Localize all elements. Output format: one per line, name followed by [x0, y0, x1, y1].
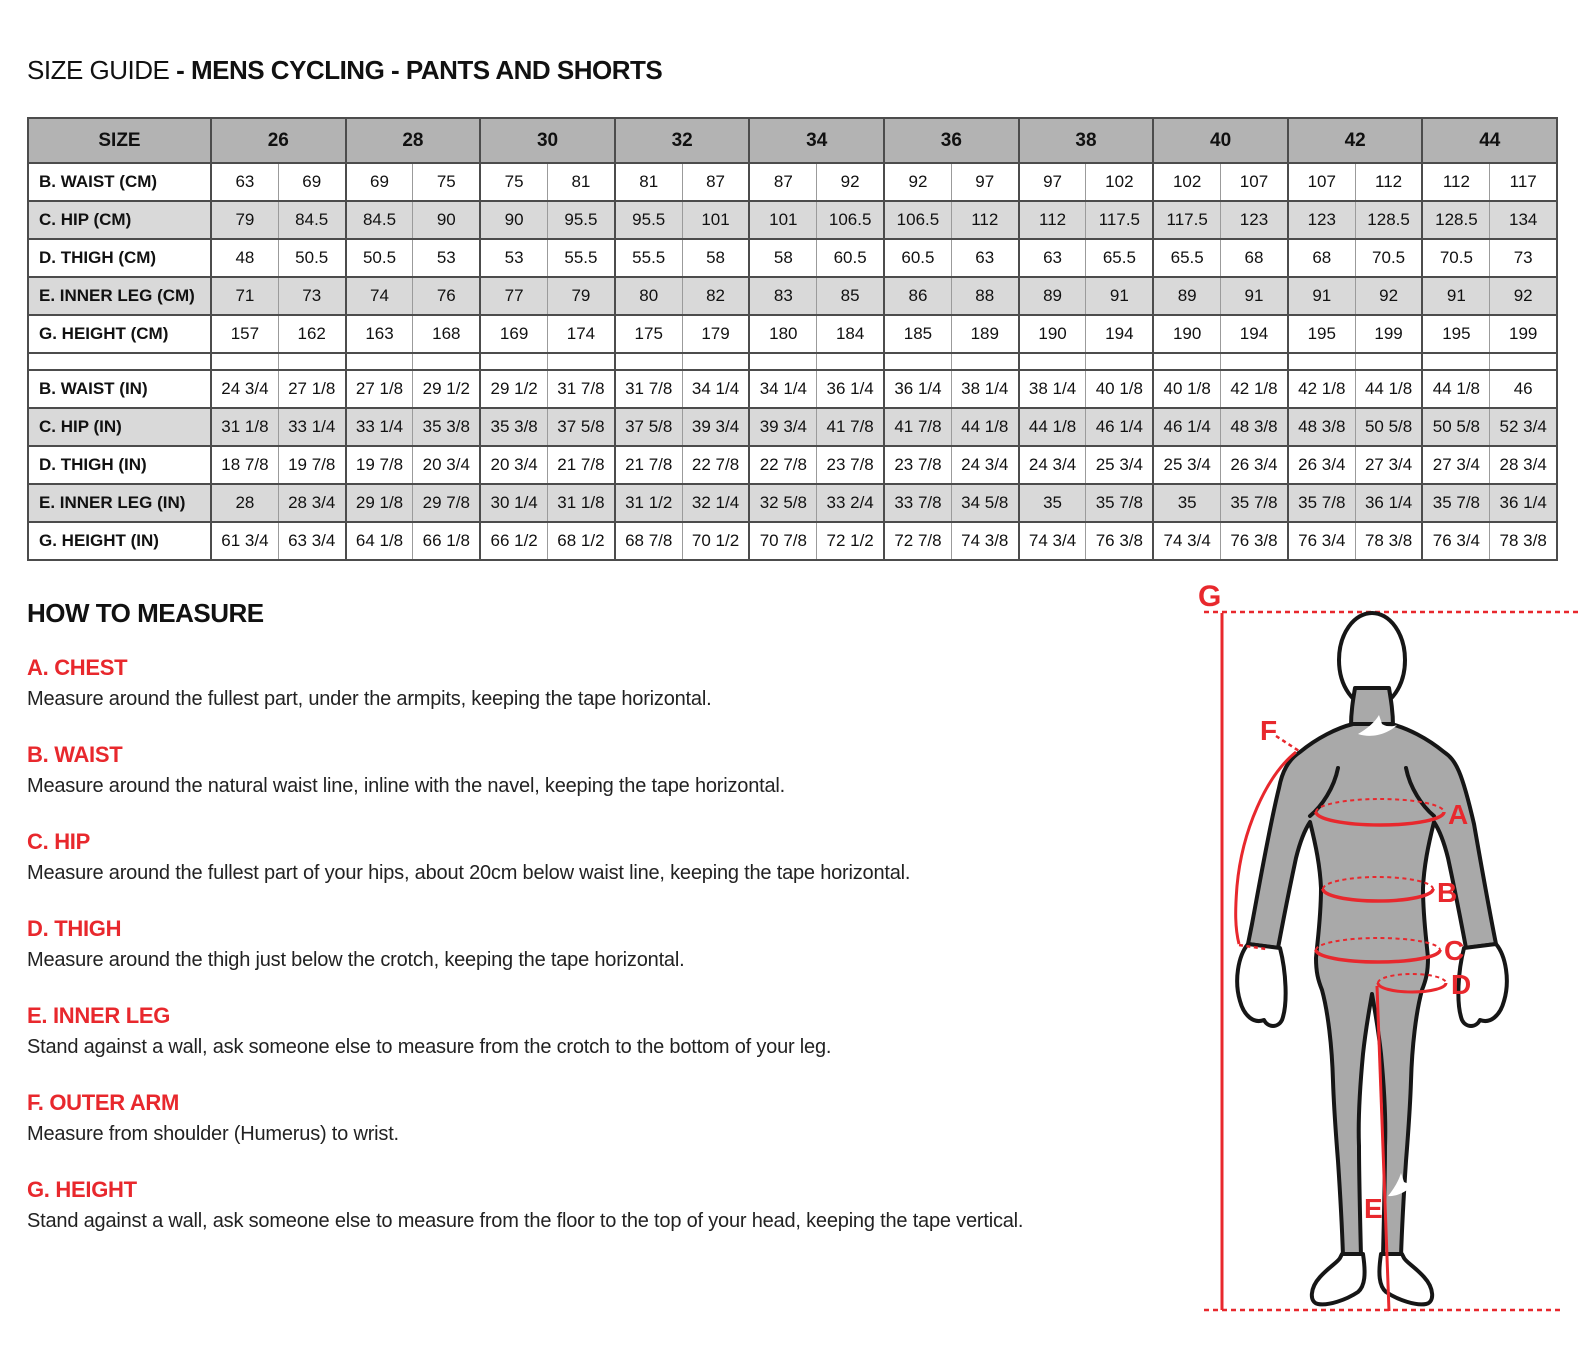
value-cell: 33 1/4 [346, 408, 413, 446]
row-label-cell: G. HEIGHT (CM) [28, 315, 211, 353]
value-cell: 36 1/4 [1355, 484, 1422, 522]
measure-item-title: B. WAIST [27, 742, 123, 767]
value-cell: 73 [278, 277, 345, 315]
value-cell: 27 3/4 [1355, 446, 1422, 484]
value-cell: 70.5 [1422, 239, 1489, 277]
value-cell: 41 7/8 [817, 408, 884, 446]
separator-cell [1288, 353, 1355, 370]
measure-item [27, 829, 1187, 885]
separator-row [28, 353, 1557, 370]
value-cell: 87 [749, 163, 816, 201]
separator-cell [1019, 353, 1086, 370]
value-cell: 68 1/2 [548, 522, 615, 560]
value-cell: 31 7/8 [615, 370, 682, 408]
value-cell: 63 [951, 239, 1018, 277]
value-cell: 21 7/8 [548, 446, 615, 484]
value-cell: 157 [211, 315, 278, 353]
value-cell: 74 [346, 277, 413, 315]
value-cell: 27 3/4 [1422, 446, 1489, 484]
value-cell: 73 [1490, 239, 1557, 277]
value-cell: 28 3/4 [278, 484, 345, 522]
size-header-cell: 28 [346, 118, 481, 163]
value-cell: 34 1/4 [682, 370, 749, 408]
size-header-cell: 32 [615, 118, 750, 163]
value-cell: 34 5/8 [951, 484, 1018, 522]
value-cell: 25 3/4 [1153, 446, 1220, 484]
value-cell: 85 [817, 277, 884, 315]
value-cell: 162 [278, 315, 345, 353]
value-cell: 70 7/8 [749, 522, 816, 560]
value-cell: 74 3/8 [951, 522, 1018, 560]
value-cell: 26 3/4 [1288, 446, 1355, 484]
value-cell: 69 [346, 163, 413, 201]
value-cell: 184 [817, 315, 884, 353]
separator-cell [1153, 353, 1220, 370]
value-cell: 128.5 [1422, 201, 1489, 239]
value-cell: 92 [884, 163, 951, 201]
value-cell: 185 [884, 315, 951, 353]
value-cell: 117 [1490, 163, 1557, 201]
separator-cell [951, 353, 1018, 370]
figure-left-hand [1237, 944, 1285, 1026]
value-cell: 63 [211, 163, 278, 201]
value-cell: 76 3/8 [1086, 522, 1153, 560]
value-cell: 101 [682, 201, 749, 239]
value-cell: 36 1/4 [817, 370, 884, 408]
value-cell: 33 7/8 [884, 484, 951, 522]
value-cell: 117.5 [1153, 201, 1220, 239]
value-cell: 75 [480, 163, 547, 201]
value-cell: 19 7/8 [346, 446, 413, 484]
value-cell: 30 1/4 [480, 484, 547, 522]
measure-item-text: Measure around the fullest part, under the armpits, keeping the tape horizontal. [27, 688, 712, 710]
value-cell: 37 5/8 [615, 408, 682, 446]
value-cell: 27 1/8 [278, 370, 345, 408]
value-cell: 61 3/4 [211, 522, 278, 560]
label-a: A [1448, 799, 1469, 830]
value-cell: 169 [480, 315, 547, 353]
value-cell: 21 7/8 [615, 446, 682, 484]
measure-item-text: Measure around the fullest part of your hips, about 20cm below waist line, keeping the tape horizontal. [27, 862, 911, 884]
value-cell: 35 3/8 [480, 408, 547, 446]
separator-cell [817, 353, 884, 370]
measure-item-title: G. HEIGHT [27, 1177, 137, 1202]
value-cell: 24 3/4 [1019, 446, 1086, 484]
measure-item-text: Measure around the natural waist line, inline with the navel, keeping the tape horizontal. [27, 775, 786, 797]
measure-item [27, 916, 1187, 972]
value-cell: 50 5/8 [1422, 408, 1489, 446]
separator-cell [278, 353, 345, 370]
value-cell: 179 [682, 315, 749, 353]
value-cell: 60.5 [884, 239, 951, 277]
value-cell: 195 [1288, 315, 1355, 353]
value-cell: 58 [749, 239, 816, 277]
value-cell: 72 7/8 [884, 522, 951, 560]
value-cell: 79 [211, 201, 278, 239]
measure-item [27, 742, 1187, 798]
separator-cell [548, 353, 615, 370]
measure-item-title: C. HIP [27, 829, 90, 854]
value-cell: 46 [1490, 370, 1557, 408]
value-cell: 117.5 [1086, 201, 1153, 239]
value-cell: 32 1/4 [682, 484, 749, 522]
value-cell: 107 [1288, 163, 1355, 201]
measure-item [27, 655, 1187, 711]
row-label-cell: B. WAIST (CM) [28, 163, 211, 201]
value-cell: 24 3/4 [951, 446, 1018, 484]
value-cell: 69 [278, 163, 345, 201]
value-cell: 78 3/8 [1355, 522, 1422, 560]
value-cell: 20 3/4 [413, 446, 480, 484]
value-cell: 123 [1221, 201, 1288, 239]
label-f: F [1260, 715, 1278, 746]
value-cell: 128.5 [1355, 201, 1422, 239]
value-cell: 70 1/2 [682, 522, 749, 560]
value-cell: 76 3/4 [1422, 522, 1489, 560]
body-diagram [1182, 576, 1582, 1366]
value-cell: 74 3/4 [1153, 522, 1220, 560]
table-row [28, 370, 1557, 408]
separator-cell [28, 353, 211, 370]
value-cell: 102 [1086, 163, 1153, 201]
table-row [28, 408, 1557, 446]
measure-item-text: Measure from shoulder (Humerus) to wrist. [27, 1123, 399, 1145]
value-cell: 22 7/8 [682, 446, 749, 484]
separator-cell [346, 353, 413, 370]
value-cell: 19 7/8 [278, 446, 345, 484]
value-cell: 83 [749, 277, 816, 315]
value-cell: 18 7/8 [211, 446, 278, 484]
figure-collar [1351, 688, 1393, 726]
value-cell: 66 1/8 [413, 522, 480, 560]
label-g: G [1198, 580, 1222, 613]
value-cell: 95.5 [548, 201, 615, 239]
row-label-cell: D. THIGH (IN) [28, 446, 211, 484]
value-cell: 168 [413, 315, 480, 353]
row-label-cell: D. THIGH (CM) [28, 239, 211, 277]
measure-item-title: D. THIGH [27, 916, 122, 941]
value-cell: 46 1/4 [1086, 408, 1153, 446]
value-cell: 29 1/8 [346, 484, 413, 522]
value-cell: 42 1/8 [1288, 370, 1355, 408]
value-cell: 91 [1221, 277, 1288, 315]
measure-item-text: Measure around the thigh just below the crotch, keeping the tape horizontal. [27, 949, 685, 971]
separator-cell [1355, 353, 1422, 370]
measure-item-title: F. OUTER ARM [27, 1090, 180, 1115]
value-cell: 199 [1355, 315, 1422, 353]
value-cell: 65.5 [1086, 239, 1153, 277]
how-to-measure-heading: HOW TO MEASURE [27, 598, 264, 628]
value-cell: 32 5/8 [749, 484, 816, 522]
value-cell: 23 7/8 [884, 446, 951, 484]
measure-item [27, 1003, 1187, 1059]
value-cell: 46 1/4 [1153, 408, 1220, 446]
measure-item-title: E. INNER LEG [27, 1003, 171, 1028]
separator-cell [1422, 353, 1489, 370]
value-cell: 31 7/8 [548, 370, 615, 408]
value-cell: 81 [615, 163, 682, 201]
size-header-cell: 26 [211, 118, 346, 163]
value-cell: 84.5 [346, 201, 413, 239]
value-cell: 48 [211, 239, 278, 277]
value-cell: 194 [1086, 315, 1153, 353]
value-cell: 97 [1019, 163, 1086, 201]
row-label-cell: E. INNER LEG (IN) [28, 484, 211, 522]
value-cell: 39 3/4 [682, 408, 749, 446]
size-header-cell: 42 [1288, 118, 1423, 163]
value-cell: 195 [1422, 315, 1489, 353]
value-cell: 92 [1355, 277, 1422, 315]
value-cell: 27 1/8 [346, 370, 413, 408]
value-cell: 40 1/8 [1086, 370, 1153, 408]
value-cell: 29 1/2 [413, 370, 480, 408]
value-cell: 95.5 [615, 201, 682, 239]
size-table [27, 117, 1558, 561]
value-cell: 48 3/8 [1221, 408, 1288, 446]
separator-cell [749, 353, 816, 370]
value-cell: 22 7/8 [749, 446, 816, 484]
value-cell: 71 [211, 277, 278, 315]
value-cell: 28 3/4 [1490, 446, 1557, 484]
value-cell: 48 3/8 [1288, 408, 1355, 446]
value-cell: 29 7/8 [413, 484, 480, 522]
value-cell: 92 [1490, 277, 1557, 315]
measure-item-text: Stand against a wall, ask someone else to measure from the floor to the top of your head, keeping the tape vertical. [27, 1210, 1024, 1232]
value-cell: 70.5 [1355, 239, 1422, 277]
separator-cell [480, 353, 547, 370]
value-cell: 53 [480, 239, 547, 277]
value-cell: 163 [346, 315, 413, 353]
value-cell: 112 [951, 201, 1018, 239]
value-cell: 52 3/4 [1490, 408, 1557, 446]
value-cell: 194 [1221, 315, 1288, 353]
figure-left-boot [1312, 1254, 1365, 1304]
table-row [28, 277, 1557, 315]
value-cell: 41 7/8 [884, 408, 951, 446]
size-table-wrap [27, 117, 1556, 561]
row-label-cell: C. HIP (IN) [28, 408, 211, 446]
value-cell: 35 7/8 [1288, 484, 1355, 522]
measure-list [27, 655, 1187, 1264]
value-cell: 31 1/8 [211, 408, 278, 446]
separator-cell [682, 353, 749, 370]
value-cell: 75 [413, 163, 480, 201]
separator-cell [1221, 353, 1288, 370]
value-cell: 24 3/4 [211, 370, 278, 408]
value-cell: 106.5 [884, 201, 951, 239]
value-cell: 91 [1086, 277, 1153, 315]
value-cell: 36 1/4 [884, 370, 951, 408]
value-cell: 180 [749, 315, 816, 353]
value-cell: 44 1/8 [951, 408, 1018, 446]
value-cell: 53 [413, 239, 480, 277]
size-header-cell: 38 [1019, 118, 1154, 163]
value-cell: 81 [548, 163, 615, 201]
size-header-cell: 40 [1153, 118, 1288, 163]
value-cell: 90 [480, 201, 547, 239]
value-cell: 37 5/8 [548, 408, 615, 446]
label-c: C [1444, 935, 1465, 966]
label-e: E [1364, 1193, 1383, 1224]
value-cell: 199 [1490, 315, 1557, 353]
value-cell: 50.5 [346, 239, 413, 277]
value-cell: 42 1/8 [1221, 370, 1288, 408]
value-cell: 44 1/8 [1019, 408, 1086, 446]
value-cell: 55.5 [615, 239, 682, 277]
value-cell: 55.5 [548, 239, 615, 277]
value-cell: 76 [413, 277, 480, 315]
measure-item-text: Stand against a wall, ask someone else to measure from the crotch to the bottom of your leg. [27, 1036, 832, 1058]
value-cell: 112 [1422, 163, 1489, 201]
value-cell: 35 7/8 [1221, 484, 1288, 522]
separator-cell [1490, 353, 1557, 370]
value-cell: 35 [1153, 484, 1220, 522]
value-cell: 35 [1019, 484, 1086, 522]
table-row [28, 163, 1557, 201]
value-cell: 88 [951, 277, 1018, 315]
separator-cell [884, 353, 951, 370]
table-row [28, 522, 1557, 560]
measure-item [27, 1177, 1187, 1233]
size-table-corner: SIZE [28, 118, 211, 163]
value-cell: 91 [1288, 277, 1355, 315]
size-header-cell: 34 [749, 118, 884, 163]
separator-cell [413, 353, 480, 370]
value-cell: 50 5/8 [1355, 408, 1422, 446]
measure-item [27, 1090, 1187, 1146]
page-title-bold: - MENS CYCLING - PANTS AND SHORTS [176, 55, 663, 85]
value-cell: 80 [615, 277, 682, 315]
size-header-cell: 30 [480, 118, 615, 163]
value-cell: 78 3/8 [1490, 522, 1557, 560]
measure-item-title: A. CHEST [27, 655, 128, 680]
value-cell: 77 [480, 277, 547, 315]
table-row [28, 239, 1557, 277]
value-cell: 39 3/4 [749, 408, 816, 446]
value-cell: 25 3/4 [1086, 446, 1153, 484]
value-cell: 82 [682, 277, 749, 315]
value-cell: 35 3/8 [413, 408, 480, 446]
value-cell: 134 [1490, 201, 1557, 239]
value-cell: 84.5 [278, 201, 345, 239]
table-row [28, 484, 1557, 522]
value-cell: 97 [951, 163, 1018, 201]
page-title-prefix: SIZE GUIDE [27, 55, 177, 85]
table-row [28, 315, 1557, 353]
value-cell: 79 [548, 277, 615, 315]
value-cell: 31 1/2 [615, 484, 682, 522]
row-label-cell: B. WAIST (IN) [28, 370, 211, 408]
value-cell: 68 7/8 [615, 522, 682, 560]
value-cell: 35 7/8 [1086, 484, 1153, 522]
value-cell: 89 [1019, 277, 1086, 315]
table-row [28, 446, 1557, 484]
row-label-cell: C. HIP (CM) [28, 201, 211, 239]
value-cell: 20 3/4 [480, 446, 547, 484]
value-cell: 33 2/4 [817, 484, 884, 522]
value-cell: 35 7/8 [1422, 484, 1489, 522]
value-cell: 40 1/8 [1153, 370, 1220, 408]
value-cell: 63 [1019, 239, 1086, 277]
separator-cell [211, 353, 278, 370]
value-cell: 68 [1288, 239, 1355, 277]
value-cell: 92 [817, 163, 884, 201]
row-label-cell: G. HEIGHT (IN) [28, 522, 211, 560]
value-cell: 38 1/4 [951, 370, 1018, 408]
value-cell: 112 [1019, 201, 1086, 239]
value-cell: 60.5 [817, 239, 884, 277]
separator-cell [615, 353, 682, 370]
value-cell: 102 [1153, 163, 1220, 201]
value-cell: 74 3/4 [1019, 522, 1086, 560]
value-cell: 38 1/4 [1019, 370, 1086, 408]
value-cell: 58 [682, 239, 749, 277]
value-cell: 87 [682, 163, 749, 201]
value-cell: 72 1/2 [817, 522, 884, 560]
value-cell: 66 1/2 [480, 522, 547, 560]
value-cell: 123 [1288, 201, 1355, 239]
size-header-cell: 44 [1422, 118, 1557, 163]
value-cell: 106.5 [817, 201, 884, 239]
label-b: B [1437, 877, 1458, 908]
value-cell: 68 [1221, 239, 1288, 277]
value-cell: 101 [749, 201, 816, 239]
size-table-header-row [28, 118, 1557, 163]
value-cell: 34 1/4 [749, 370, 816, 408]
value-cell: 31 1/8 [548, 484, 615, 522]
value-cell: 63 3/4 [278, 522, 345, 560]
row-label-cell: E. INNER LEG (CM) [28, 277, 211, 315]
value-cell: 44 1/8 [1422, 370, 1489, 408]
value-cell: 107 [1221, 163, 1288, 201]
value-cell: 23 7/8 [817, 446, 884, 484]
page-title [27, 55, 662, 86]
value-cell: 29 1/2 [480, 370, 547, 408]
value-cell: 65.5 [1153, 239, 1220, 277]
value-cell: 76 3/4 [1288, 522, 1355, 560]
value-cell: 33 1/4 [278, 408, 345, 446]
label-d: D [1451, 969, 1472, 1000]
value-cell: 64 1/8 [346, 522, 413, 560]
value-cell: 28 [211, 484, 278, 522]
separator-cell [1086, 353, 1153, 370]
table-row [28, 201, 1557, 239]
value-cell: 112 [1355, 163, 1422, 201]
value-cell: 175 [615, 315, 682, 353]
value-cell: 86 [884, 277, 951, 315]
value-cell: 90 [413, 201, 480, 239]
value-cell: 91 [1422, 277, 1489, 315]
value-cell: 50.5 [278, 239, 345, 277]
value-cell: 44 1/8 [1355, 370, 1422, 408]
value-cell: 190 [1019, 315, 1086, 353]
value-cell: 76 3/8 [1221, 522, 1288, 560]
value-cell: 26 3/4 [1221, 446, 1288, 484]
value-cell: 190 [1153, 315, 1220, 353]
size-header-cell: 36 [884, 118, 1019, 163]
value-cell: 36 1/4 [1490, 484, 1557, 522]
value-cell: 89 [1153, 277, 1220, 315]
value-cell: 174 [548, 315, 615, 353]
outer-arm-dash-top [1276, 736, 1299, 751]
value-cell: 189 [951, 315, 1018, 353]
